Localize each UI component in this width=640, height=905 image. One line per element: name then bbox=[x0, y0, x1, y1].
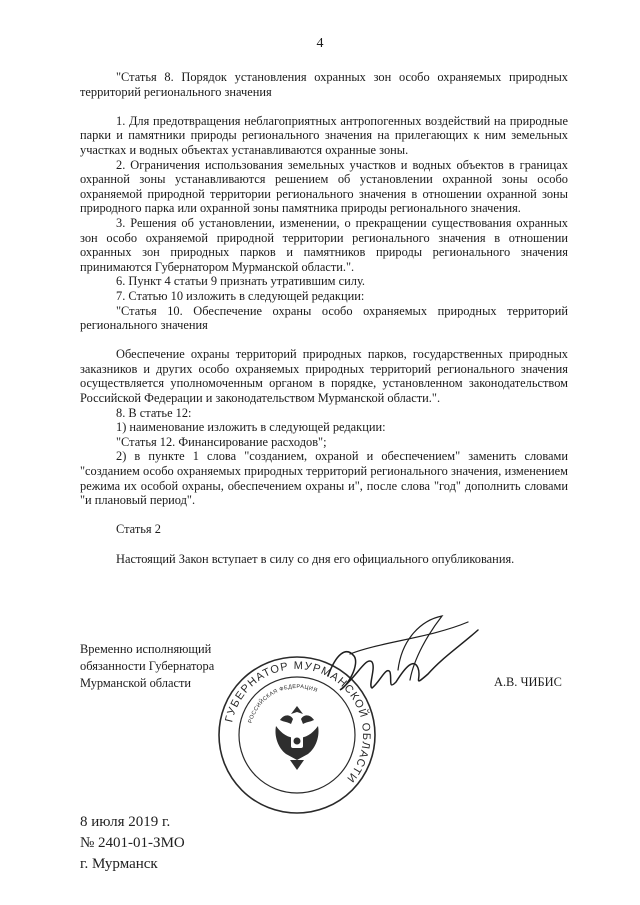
paragraph: 1) наименование изложить в следующей редакции: bbox=[116, 420, 386, 435]
paragraph: 3. Решения об установлении, изменении, о прекращении существования охранных зон особо охраняемой природной территории регионального значения в отношении охранных зон природных парков и памятников природы регионального значения принимаются Губернатором Мурманской области.". bbox=[80, 215, 568, 274]
seal-outer-text: ГУБЕРНАТОР МУРМАНСКОЙ ОБЛАСТИ bbox=[223, 659, 373, 786]
page-number: 4 bbox=[316, 36, 324, 51]
paragraph: Настоящий Закон вступает в силу со дня его официального опубликования. bbox=[116, 551, 515, 566]
paragraph: "Статья 8. Порядок установления охранных зон особо охраняемых природных территорий регионального значения bbox=[80, 70, 568, 99]
paragraph: "Статья 12. Финансирование расходов"; bbox=[116, 434, 327, 449]
paragraph: Обеспечение охраны территорий природных парков, государственных природных заказников и других особо охраняемых природных территорий регионального значения осуществляется уполномоченным органом в порядке, установленном законодательством Российской Федерации и законодательством Мурманской области.". bbox=[80, 347, 568, 406]
signatory-line: обязанности Губернатора bbox=[80, 659, 215, 673]
paragraph: 6. Пункт 4 статьи 9 признать утратившим силу. bbox=[116, 274, 365, 289]
document-meta bbox=[80, 812, 185, 875]
paragraph: "Статья 10. Обеспечение охраны особо охраняемых природных территорий регионального значения bbox=[80, 303, 568, 333]
document-city: г. Мурманск bbox=[80, 856, 158, 872]
article-heading: Статья 2 bbox=[116, 522, 161, 537]
document-body bbox=[80, 70, 568, 566]
paragraph: 2. Ограничения использования земельных участков и водных объектов в границах охранной зоны устанавливаются решением об установлении охранной зоны особо охраняемой природной территории регионального значения в отношении охранной зоны природного парка или охранной зоны памятника природы регионального значения. bbox=[80, 157, 568, 216]
paragraph: 1. Для предотвращения неблагоприятных антропогенных воздействий на природные парки и памятники природы регионального значения на прилегающих к ним земельных участках и водных объектах устанавливаются охранные зоны. bbox=[80, 113, 568, 157]
signatory-line: Временно исполняющий bbox=[80, 642, 212, 656]
document-number: № 2401-01-ЗМО bbox=[80, 835, 185, 851]
document-date: 8 июля 2019 г. bbox=[80, 814, 171, 830]
paragraph: 2) в пункте 1 слова "созданием, охраной и обеспечением" заменить словами "созданием особо охраняемых природных территорий регионального значения, изменением режима их особой охраны, обеспечением охраны и", после слова "год" дополнить словами "и плановый период". bbox=[80, 449, 568, 508]
paragraph: 8. В статье 12: bbox=[116, 405, 192, 420]
seal-inner-text: РОССИЙСКАЯ ФЕДЕРАЦИЯ bbox=[247, 683, 319, 724]
signatory-name: А.В. ЧИБИС bbox=[494, 675, 562, 689]
paragraph: 7. Статью 10 изложить в следующей редакции: bbox=[116, 288, 365, 303]
handwritten-signature bbox=[310, 608, 500, 718]
signatory-line: Мурманской области bbox=[80, 676, 192, 690]
